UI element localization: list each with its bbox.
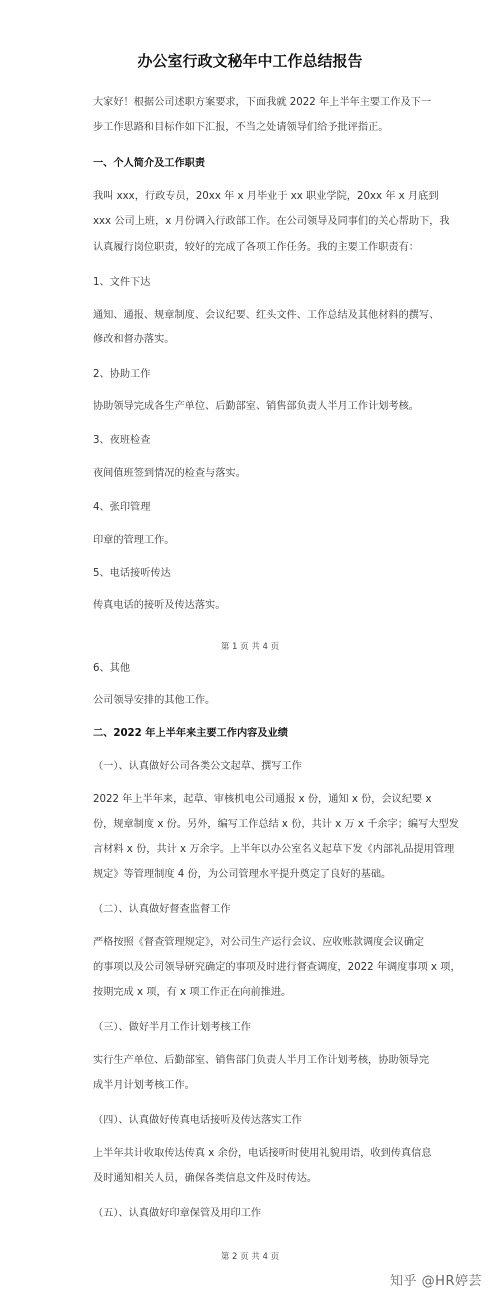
subsection-heading: （一）、认真做好公司各类公文起草、撰写工作 [93,761,302,772]
paragraph-line: 2022 年上半年来，起草、审核机电公司通报 x 份，通知 x 份，会议纪要 x [93,794,432,805]
paragraph-line: 传真电话的接听及传达落实。 [93,600,226,611]
paragraph-line: 规定》等管理制度 4 份，为公司管理水平提升奠定了良好的基础。 [93,869,392,880]
watermark: 知乎 @HR婷芸 [390,1274,482,1289]
paragraph-line: xxx 公司上班，x 月份调入行政部工作。在公司领导及同事们的关心帮助下，我 [93,216,450,227]
paragraph-line: 协助领导完成各生产单位、后勤部室、销售部负责人半月工作计划考核。 [93,401,419,412]
paragraph-line: 实行生产单位、后勤部室、销售部门负责人半月工作计划考核，协助领导完 [93,1055,430,1066]
paragraph-line: 成半月计划考核工作。 [93,1080,195,1091]
subsection-heading: （五）、认真做好印章保管及用印工作 [93,1208,262,1219]
section-heading: 二、2022 年上半年来主要工作内容及业绩 [93,728,288,739]
subsection-heading: （三）、做好半月工作计划考核工作 [93,1022,251,1033]
paragraph-line: 步工作思路和目标作如下汇报，不当之处请领导们给予批评指正。 [93,122,389,133]
item-heading: 1、文件下达 [93,277,151,288]
item-heading: 6、其他 [93,663,131,674]
subsection-heading: （四）、认真做好传真电话接听及传达落实工作 [93,1115,302,1126]
item-heading: 5、电话接听传达 [93,568,171,579]
paragraph-line: 份，规章制度 x 份。另外，编写工作总结 x 份，共计 x 万 x 千余字；编写大型发 [93,819,459,830]
paragraph-line: 按期完成 x 项，有 x 项工作正在向前推进。 [93,987,292,998]
page-footer-2: 第 2 页 共 4 页 [220,1252,280,1262]
paragraph-line: 修改和督办落实。 [93,334,175,345]
paragraph-line: 我叫 xxx，行政专员，20xx 年 x 月毕业于 xx 职业学院，20xx 年 x 月底到 [93,191,439,202]
paragraph-line: 大家好！根据公司述职方案要求，下面我就 2022 年上半年主要工作及下一 [93,97,432,108]
document-title: 办公室行政文秘年中工作总结报告 [137,52,363,70]
paragraph-line: 通知、通报、规章制度、会议纪要、红头文件、工作总结及其他材料的撰写、 [93,310,440,321]
item-heading: 3、夜班检查 [93,435,151,446]
paragraph-line: 严格按照《督查管理规定》，对公司生产运行会议、应收账款调度会议确定 [93,937,425,948]
paragraph-line: 公司领导安排的其他工作。 [93,695,216,706]
section-heading: 一、个人简介及工作职责 [93,158,206,169]
paragraph-line: 夜间值班签到情况的检查与落实。 [93,468,246,479]
paragraph-line: 上半年共计收取传达传真 x 余份，电话接听时使用礼貌用语，收到传真信息 [93,1148,432,1159]
item-heading: 2、协助工作 [93,369,151,380]
paragraph-line: 印章的管理工作。 [93,535,175,546]
subsection-heading: （二）、认真做好督查监督工作 [93,904,231,915]
paragraph-line: 言材料 x 份，共计 x 万余字。上半年以办公室名义起草下发《内部礼品提用管理 [93,844,455,855]
page-footer-1: 第 1 页 共 4 页 [220,642,280,652]
item-heading: 4、张印管理 [93,502,151,513]
paragraph-line: 认真履行岗位职责，较好的完成了各项工作任务。我的主要工作职责有： [93,242,419,253]
paragraph-line: 的事项以及公司领导研究确定的事项及时进行督查调度，2022 年调度事项 x 项， [93,962,461,973]
paragraph-line: 及时通知相关人员，确保各类信息文件及时传达。 [93,1173,318,1184]
